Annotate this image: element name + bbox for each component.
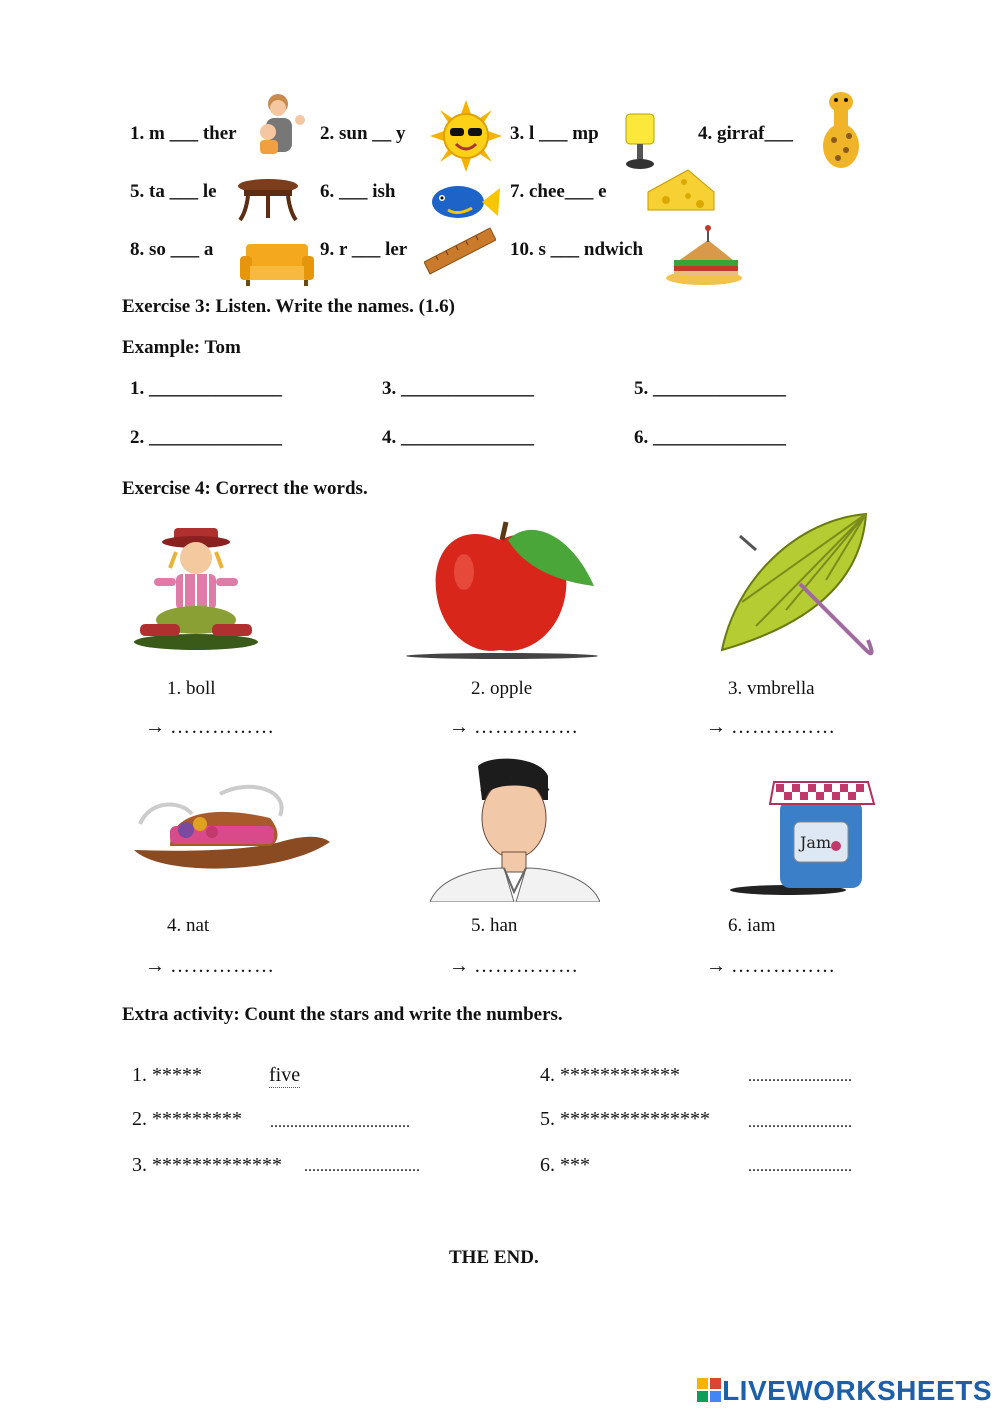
- star-answer-1[interactable]: five: [269, 1064, 301, 1086]
- correct-item-1: 1. boll: [167, 678, 216, 699]
- name-blank-5[interactable]: 5. ______________: [634, 378, 786, 399]
- stars: ***: [560, 1154, 590, 1176]
- star-answer-5[interactable]: ..........................: [748, 1114, 852, 1131]
- item-number: 4.: [698, 123, 713, 144]
- arrow-icon: →: [145, 716, 165, 738]
- ex2-item-9: [320, 239, 407, 261]
- arrow-icon: →: [449, 955, 469, 977]
- star-row-4: [540, 1064, 680, 1087]
- correct-item-3: 3. vmbrella: [728, 678, 815, 699]
- answer-row-3[interactable]: [706, 716, 836, 739]
- exercise-3-title: Exercise 3: Listen. Write the names. (1.6): [122, 296, 455, 317]
- the-end: THE END.: [449, 1247, 539, 1268]
- arrow-icon: →: [706, 716, 726, 738]
- answer-dots: ……………: [170, 955, 275, 977]
- star-answer-4[interactable]: ..........................: [748, 1068, 852, 1085]
- item-number: 2.: [320, 123, 335, 144]
- giraffe-icon: [816, 88, 866, 174]
- ex2-item-1: [130, 123, 237, 145]
- fish-icon: [428, 180, 500, 224]
- answer-dots: ……………: [731, 955, 836, 977]
- answer-row-2[interactable]: [449, 716, 579, 739]
- name-blank-4[interactable]: 4. ______________: [382, 427, 534, 448]
- arrow-icon: →: [706, 955, 726, 977]
- item-word: so ___ a: [149, 239, 214, 260]
- correct-item-4: 4. nat: [167, 915, 210, 936]
- cheese-icon: [644, 166, 716, 214]
- star-answer-3[interactable]: .............................: [304, 1158, 420, 1175]
- item-word: sun __ y: [339, 123, 406, 144]
- name-blank-3[interactable]: 3. ______________: [382, 378, 534, 399]
- name-blank-1[interactable]: 1. ______________: [130, 378, 282, 399]
- ruler-icon: [424, 226, 496, 276]
- umbrella-icon: [716, 510, 880, 660]
- row-number: 5.: [540, 1108, 555, 1130]
- item-number: 10.: [510, 239, 534, 260]
- apple-icon: [402, 516, 598, 660]
- item-number: 5.: [130, 181, 145, 202]
- answer-row-5[interactable]: [449, 955, 579, 978]
- ex2-item-7: [510, 181, 607, 203]
- ex2-item-8: [130, 239, 213, 261]
- exercise-3-example: Example: Tom: [122, 337, 241, 358]
- name-blank-6[interactable]: 6. ______________: [634, 427, 786, 448]
- answer-dots: ……………: [474, 955, 579, 977]
- row-number: 4.: [540, 1064, 555, 1086]
- item-number: 3.: [510, 123, 525, 144]
- answer-row-4[interactable]: [145, 955, 275, 978]
- star-row-5: [540, 1108, 710, 1131]
- stars: *********: [152, 1108, 242, 1130]
- ex2-item-6: [320, 181, 396, 203]
- ex2-item-3: [510, 123, 599, 145]
- correct-item-6: 6. iam: [728, 915, 776, 936]
- item-word: m ___ ther: [149, 123, 237, 144]
- name-blank-2[interactable]: 2. ______________: [130, 427, 282, 448]
- answer-row-6[interactable]: [706, 955, 836, 978]
- stars: ************: [560, 1064, 680, 1086]
- item-number: 1.: [130, 123, 145, 144]
- correct-item-5: 5. han: [471, 915, 518, 936]
- row-number: 3.: [132, 1154, 147, 1176]
- item-number: 8.: [130, 239, 145, 260]
- ex2-item-2: [320, 123, 406, 145]
- jam-icon: [728, 776, 876, 896]
- stars: *****: [152, 1064, 202, 1086]
- answer-dots: ……………: [731, 716, 836, 738]
- hat-icon: [130, 780, 334, 880]
- star-answer-6[interactable]: ..........................: [748, 1158, 852, 1175]
- stars: *************: [152, 1154, 282, 1176]
- star-row-3: [132, 1154, 282, 1177]
- ex2-item-5: [130, 181, 217, 203]
- star-row-1: [132, 1064, 202, 1087]
- answer-row-1[interactable]: [145, 716, 275, 739]
- arrow-icon: →: [145, 955, 165, 977]
- arrow-icon: →: [449, 716, 469, 738]
- sun-icon: [430, 100, 502, 172]
- jam-label-art: Jam: [800, 833, 832, 852]
- man-icon: [430, 756, 600, 902]
- ex2-item-10: [510, 239, 643, 261]
- exercise-4-title: Exercise 4: Correct the words.: [122, 478, 368, 499]
- item-number: 9.: [320, 239, 335, 260]
- correct-item-2: 2. opple: [471, 678, 533, 699]
- row-number: 6.: [540, 1154, 555, 1176]
- row-number: 2.: [132, 1108, 147, 1130]
- item-word: ta ___ le: [149, 181, 217, 202]
- sofa-icon: [238, 240, 316, 288]
- item-word: l ___ mp: [529, 123, 599, 144]
- item-number: 6.: [320, 181, 335, 202]
- stars: ***************: [560, 1108, 710, 1130]
- item-word: r ___ ler: [339, 239, 408, 260]
- doll-icon: [126, 524, 266, 652]
- liveworksheets-logo[interactable]: [696, 1375, 992, 1407]
- liveworksheets-logo-icon: [696, 1377, 722, 1403]
- item-word: ___ ish: [339, 181, 396, 202]
- answer-dots: ……………: [170, 716, 275, 738]
- row-number: 1.: [132, 1064, 147, 1086]
- answer-dots: ……………: [474, 716, 579, 738]
- item-word: girraf___: [717, 123, 793, 144]
- table-icon: [236, 178, 300, 224]
- item-word: s ___ ndwich: [538, 239, 644, 260]
- star-row-6: [540, 1154, 590, 1177]
- ex2-item-4: [698, 123, 793, 145]
- star-row-2: [132, 1108, 242, 1131]
- item-number: 7.: [510, 181, 525, 202]
- extra-activity-title: Extra activity: Count the stars and write the numbers.: [122, 1004, 563, 1025]
- star-answer-2[interactable]: ...................................: [270, 1114, 410, 1131]
- lamp-icon: [620, 112, 660, 172]
- mother-child-icon: [252, 90, 310, 162]
- sandwich-icon: [664, 222, 744, 286]
- item-word: chee___ e: [529, 181, 607, 202]
- brand-text: LIVEWORKSHEETS: [722, 1375, 992, 1406]
